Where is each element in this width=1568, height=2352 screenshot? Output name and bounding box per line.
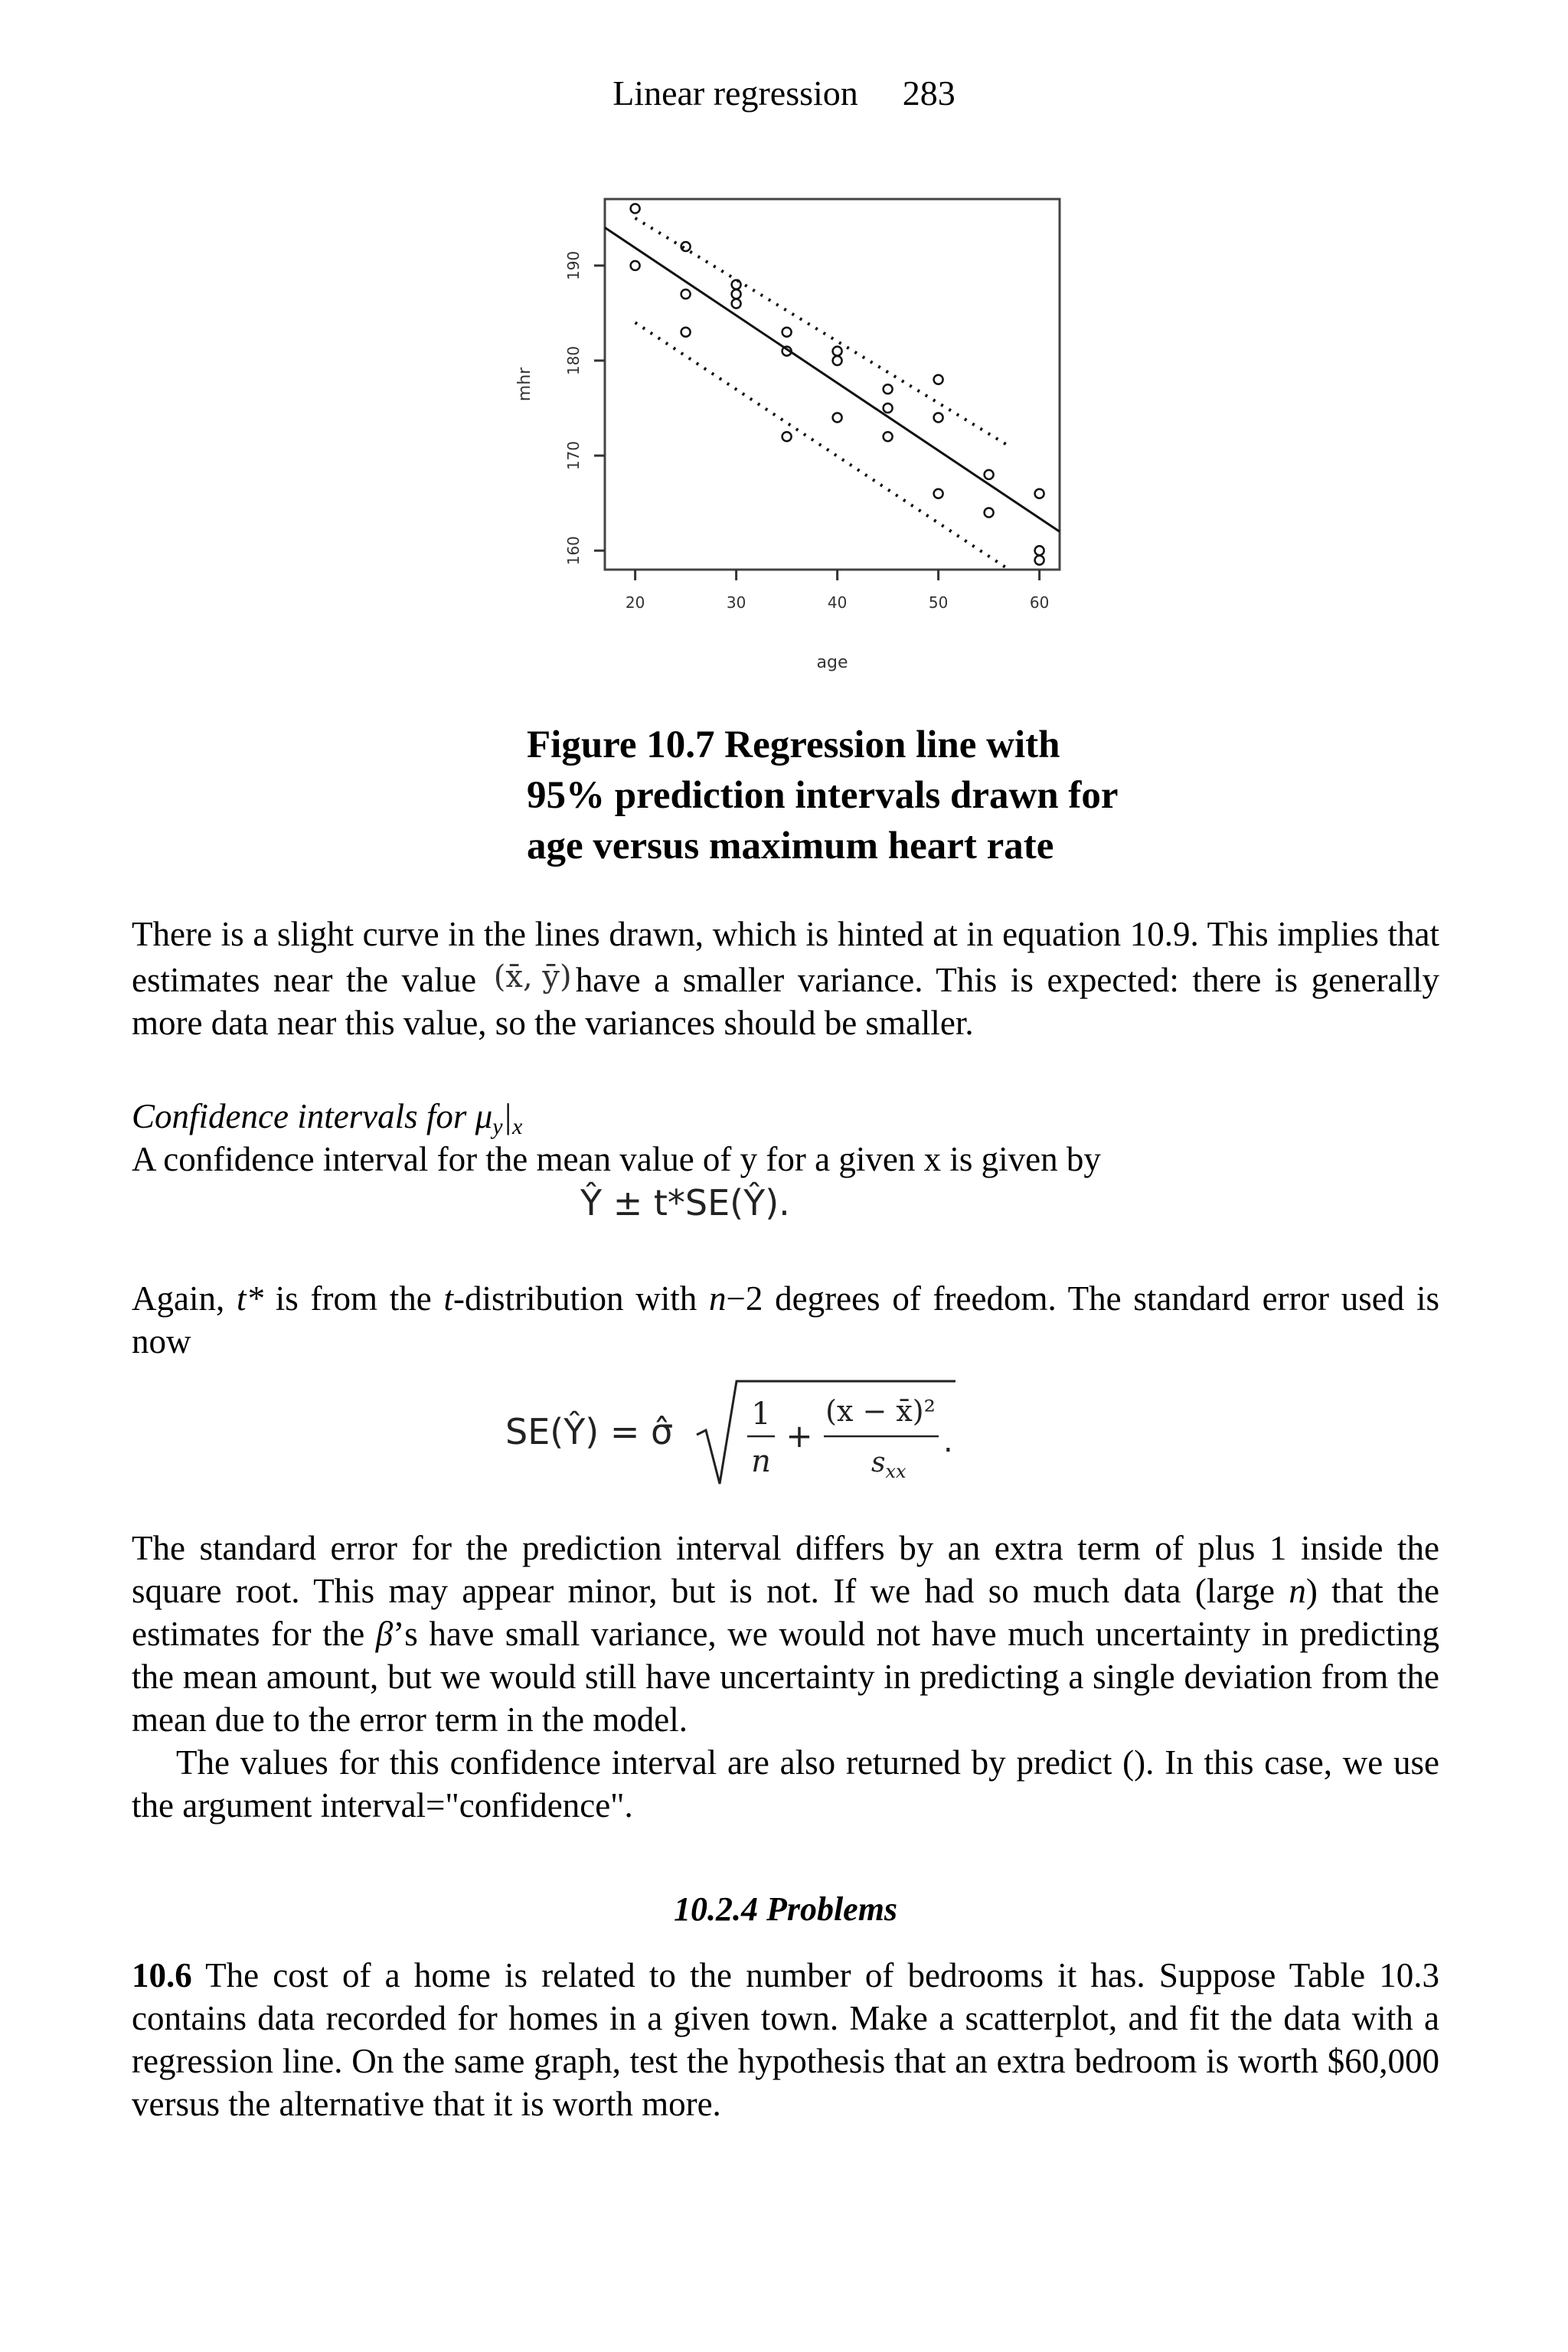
data-point: [934, 375, 943, 384]
axes: [564, 251, 1049, 612]
p3-c: ’s have small variance, we would not have much uncertainty in predicting the mean amount, but we would still have uncertainty in predicting a single deviation from the mean due to the error term in the model.: [132, 1615, 1439, 1739]
p2-d: −2 degrees of freedom. The standard error used is now: [132, 1279, 1440, 1361]
caption-line-1: Figure 10.7 Regression line with: [527, 724, 1060, 766]
caption-line-2: 95% prediction intervals drawn for: [527, 774, 1119, 817]
data-point: [732, 299, 741, 309]
frac2-num: (x − x̄)²: [825, 1394, 936, 1428]
running-header: [0, 73, 1568, 113]
frac2-den: [871, 1447, 906, 1482]
y-axis-label: mhr: [515, 367, 534, 402]
y-tick-label: 190: [564, 250, 583, 280]
data-point: [1035, 489, 1044, 498]
data-point: [934, 489, 943, 498]
data-point: [732, 289, 741, 299]
p3-n: n: [1289, 1572, 1306, 1610]
x-tick-label: 30: [726, 593, 746, 612]
p2-b: is from the: [263, 1279, 444, 1318]
section-heading: 10.2.4 Problems: [673, 1890, 898, 1928]
p2-a: Again,: [132, 1279, 237, 1318]
mean-point-math: (x̄, ȳ): [493, 959, 572, 995]
data-point: [884, 384, 893, 394]
regression-line: [605, 227, 1060, 531]
y-tick-label: 170: [564, 440, 583, 471]
data-point: [884, 403, 893, 413]
p3-beta: β: [375, 1615, 394, 1653]
frac1-den: n: [751, 1444, 771, 1479]
paragraph-predict-function: The values for this confidence interval are also returned by predict (). In this case, we use the argument interval="confidence".: [132, 1743, 1439, 1824]
data-point: [1035, 556, 1044, 565]
ci-heading-sub-x: x: [511, 1114, 523, 1139]
ci-description: A confidence interval for the mean value of y for a given x is given by: [132, 1140, 1101, 1178]
problem-text: The cost of a home is related to the number of bedrooms it has. Suppose Table 10.3 contains data recorded for homes in a given town. Make a scatterplot, and fit the data with a regression line. On the same graph, test the hypothesis that an extra bedroom is worth $60,000 versus the alternative that it is worth more.: [132, 1956, 1439, 2123]
p3-b: ) that the estimates for the: [132, 1572, 1439, 1653]
x-tick-label: 50: [928, 593, 949, 612]
data-point: [934, 413, 943, 422]
data-point: [732, 280, 741, 289]
p2-tstar: t*: [236, 1279, 263, 1318]
p2-t: t: [443, 1279, 453, 1318]
plot-frame: [605, 199, 1060, 570]
se-lhs: SE(Ŷ) = σ̂: [505, 1411, 674, 1452]
ci-heading-bar: |: [502, 1097, 512, 1135]
data-point: [631, 261, 640, 270]
formula-period: .: [943, 1424, 953, 1459]
paragraph-degrees-of-freedom: [132, 1277, 1439, 1363]
x-tick-label: 20: [625, 593, 645, 612]
data-point: [782, 432, 792, 441]
data-point: [782, 328, 792, 337]
data-point: [1035, 546, 1044, 555]
y-tick-label: 160: [564, 536, 583, 566]
problem-10-6: [132, 1954, 1439, 2125]
frac1-num: 1: [751, 1396, 771, 1432]
p2-c: -distribution with: [453, 1279, 710, 1318]
x-axis-label: age: [816, 653, 848, 672]
data-point: [681, 289, 691, 299]
data-point: [884, 432, 893, 441]
plus-sign: +: [786, 1417, 813, 1455]
paragraph-curve: [132, 913, 1439, 1044]
figure-caption: [527, 720, 1216, 871]
data-point: [833, 413, 842, 422]
ci-heading-sub-y: y: [492, 1114, 503, 1139]
data-point: [985, 508, 994, 518]
upper-prediction-band: [635, 218, 1009, 446]
ci-heading-text: Confidence intervals for μ: [132, 1097, 493, 1135]
data-point: [681, 328, 691, 337]
y-tick-label: 180: [564, 345, 583, 376]
header-title: Linear regression: [612, 74, 858, 113]
data-point: [631, 204, 640, 213]
frac2-den-sub: xx: [885, 1461, 906, 1482]
x-tick-label: 60: [1029, 593, 1050, 612]
x-tick-label: 40: [827, 593, 848, 612]
regression-scatterplot: [490, 184, 1072, 689]
data-point: [833, 347, 842, 356]
frac2-den-s: s: [871, 1447, 886, 1478]
caption-line-3: age versus maximum heart rate: [527, 825, 1054, 867]
p1-text-after: have a smaller variance. This is expected: there is generally more data near this value, so the variances should be smaller.: [132, 961, 1439, 1042]
paragraph-prediction-interval: [132, 1527, 1439, 1741]
p3-a: The standard error for the prediction interval differs by an extra term of plus 1 inside the square root. This may appear minor, but is not. If we had so much data (large: [132, 1529, 1439, 1610]
problem-number: 10.6: [132, 1956, 192, 1994]
data-point: [985, 470, 994, 479]
lower-prediction-band: [635, 322, 1009, 570]
p2-n: n: [709, 1279, 727, 1318]
data-point: [833, 356, 842, 365]
standard-error-formula: [505, 1375, 965, 1490]
p1-text-before: There is a slight curve in the lines drawn, which is hinted at in equation 10.9. This implies that estimates near the value: [132, 915, 1439, 999]
page-number: 283: [902, 74, 956, 113]
ci-formula: Ŷ ± t*SE(Ŷ).: [580, 1182, 790, 1223]
